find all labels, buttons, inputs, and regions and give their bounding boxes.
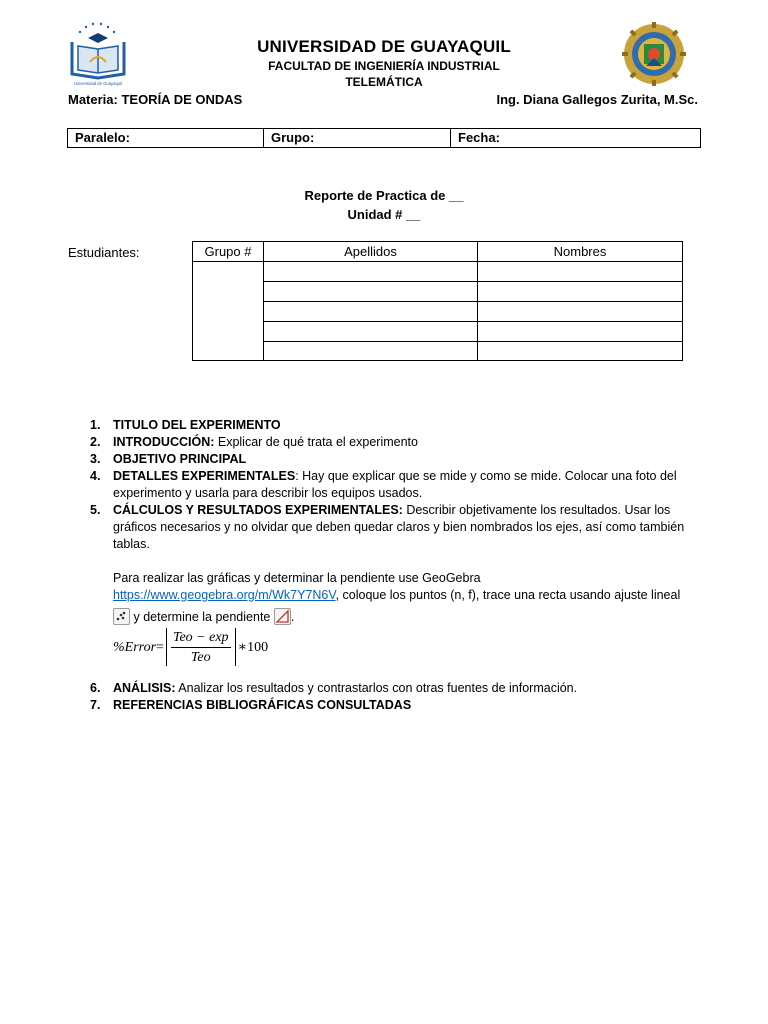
faculty-name: FACULTAD DE INGENIERÍA INDUSTRIAL <box>268 59 500 73</box>
item-number: 2. <box>90 435 101 449</box>
abs-bar-right <box>235 628 236 666</box>
geogebra-intro: Para realizar las gráficas y determinar la pendiente use GeoGebra <box>113 571 481 585</box>
item-title: OBJETIVO PRINCIPAL <box>113 452 247 466</box>
geogebra-slope-text: y determine la pendiente <box>130 610 274 624</box>
name-cell[interactable] <box>478 282 683 302</box>
name-cell[interactable] <box>478 302 683 322</box>
item-number: 4. <box>90 469 101 483</box>
item-text: Describir objetivamente los resultados. Usar los gráficos necesarios y no olvidar que deben quedar claros y bien nombrados los ejes, así como también tablas. <box>113 503 685 551</box>
formula-numerator: Teo − exp <box>171 629 231 648</box>
item-text: Explicar de qué trata el experimento <box>214 435 418 449</box>
logo-caption: Universidad de Guayaquil <box>74 81 122 86</box>
formula-rhs: ∗100 <box>237 639 269 655</box>
subject-label: Materia: TEORÍA DE ONDAS <box>68 92 243 107</box>
column-header-surnames: Apellidos <box>264 242 478 262</box>
list-item <box>90 502 710 553</box>
report-title: Reporte de Practica de __ <box>304 188 464 203</box>
formula-denominator: Teo <box>190 649 211 665</box>
item-title: INTRODUCCIÓN: <box>113 435 215 449</box>
name-cell[interactable] <box>478 322 683 342</box>
group-number-cell[interactable] <box>193 262 264 361</box>
abs-bar-left <box>166 628 167 666</box>
fecha-field[interactable]: Fecha: <box>458 130 500 145</box>
name-cell[interactable] <box>478 342 683 361</box>
university-name: UNIVERSIDAD DE GUAYAQUIL <box>257 37 511 56</box>
paralelo-field[interactable]: Paralelo: <box>68 129 264 147</box>
item-title: CÁLCULOS Y RESULTADOS EXPERIMENTALES: <box>113 503 403 517</box>
item-title: TITULO DEL EXPERIMENTO <box>113 418 281 432</box>
item-title: REFERENCIAS BIBLIOGRÁFICAS CONSULTADAS <box>113 698 412 712</box>
geogebra-after-link: , coloque los puntos (n, f), trace una recta usando ajuste lineal <box>335 588 681 602</box>
list-item <box>90 451 710 468</box>
item-number: 3. <box>90 452 101 466</box>
list-item <box>90 697 710 714</box>
item-title: DETALLES EXPERIMENTALES <box>113 469 296 483</box>
geogebra-paragraph <box>113 570 710 666</box>
list-item <box>90 468 710 502</box>
percent-error-formula <box>113 628 710 666</box>
item-number: 5. <box>90 503 101 517</box>
geogebra-end: . <box>290 610 295 624</box>
report-sections-list <box>90 417 710 714</box>
surname-cell[interactable] <box>264 282 478 302</box>
geogebra-link[interactable]: https://www.geogebra.org/m/Wk7Y7N6V <box>113 588 336 602</box>
item-text: : Hay que explicar que se mide y como se mide. Colocar una foto del experimento y usarla para describir los equipos usados. <box>113 469 677 500</box>
surname-cell[interactable] <box>264 302 478 322</box>
formula-fraction <box>171 629 231 666</box>
grupo-field[interactable]: Grupo: <box>264 129 451 147</box>
students-table <box>192 241 683 361</box>
item-number: 6. <box>90 681 101 695</box>
surname-cell[interactable] <box>264 342 478 361</box>
list-item <box>90 417 710 434</box>
points-tool-icon <box>113 608 130 625</box>
report-unit: Unidad # __ <box>347 207 421 222</box>
name-cell[interactable] <box>478 262 683 282</box>
formula-equals: = <box>156 639 164 655</box>
column-header-names: Nombres <box>478 242 683 262</box>
career-name: TELEMÁTICA <box>345 75 423 89</box>
formula-lhs: %Error <box>113 639 157 655</box>
slope-tool-icon <box>274 608 291 625</box>
students-label: Estudiantes: <box>68 245 140 260</box>
info-table <box>67 128 701 148</box>
item-text: Analizar los resultados y contrastarlos con otras fuentes de información. <box>175 681 578 695</box>
surname-cell[interactable] <box>264 322 478 342</box>
list-item <box>90 680 710 697</box>
item-title: ANÁLISIS: <box>113 681 176 695</box>
item-number: 1. <box>90 418 101 432</box>
teacher-name: Ing. Diana Gallegos Zurita, M.Sc. <box>496 92 698 107</box>
surname-cell[interactable] <box>264 262 478 282</box>
item-number: 7. <box>90 698 101 712</box>
list-item <box>90 434 710 451</box>
column-header-group: Grupo # <box>193 242 264 262</box>
